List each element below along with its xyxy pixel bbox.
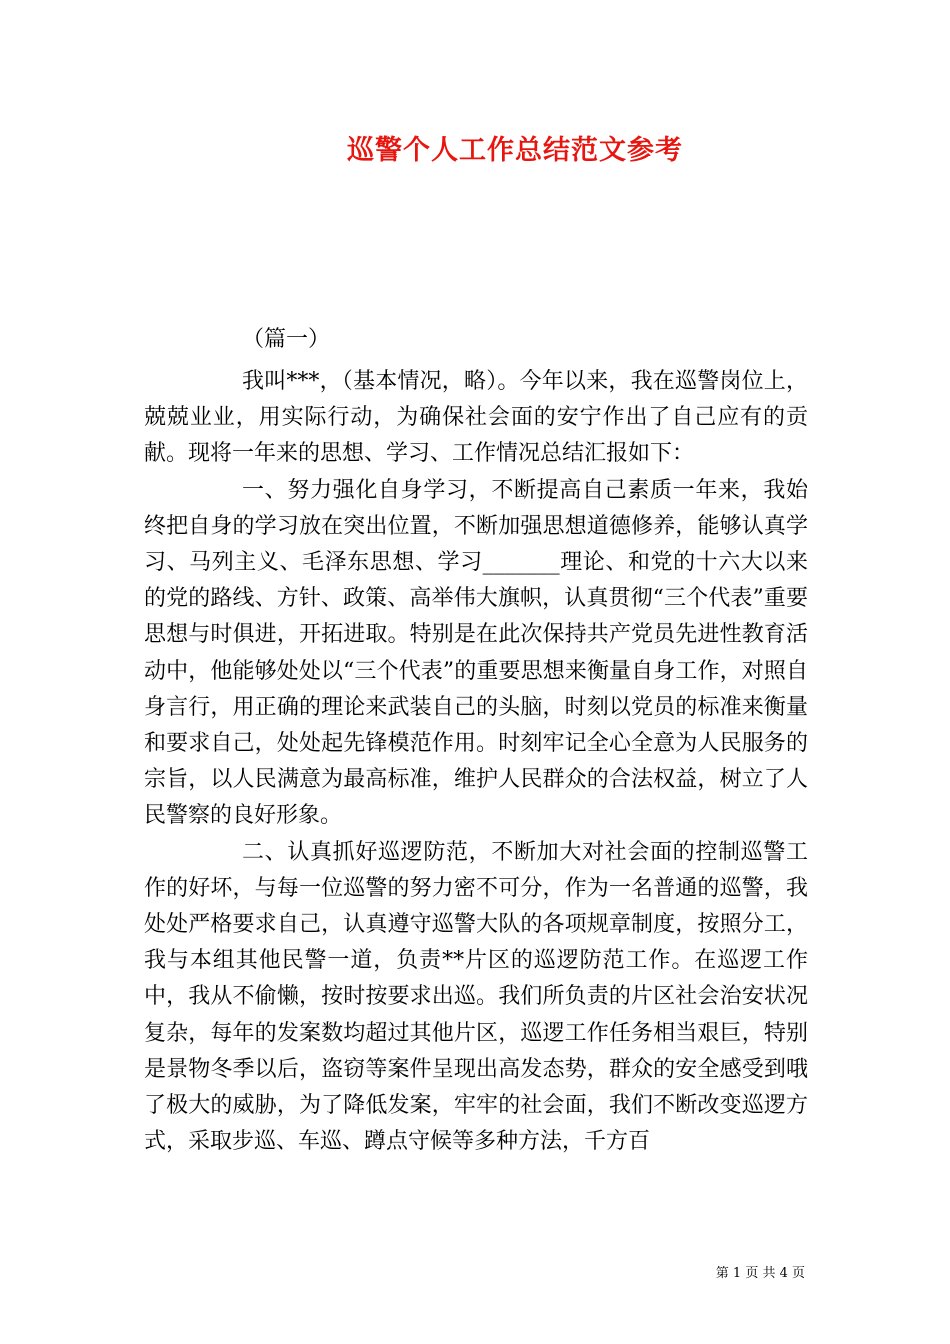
paragraph-study: 一、努力强化自身学习，不断提高自己素质一年来，我始终把自身的学习放在突出位置，不断加强思想道德修养，能够认真学习、马列主义、毛泽东思想、学习_______理论、和党的十六大以来的党的路线、方针、政策、高举伟大旗帜，认真贯彻“三个代表”重要思想与时俱进，开拓进取。特别是在此次保持共产党员先进性教育活动中，他能够处处以“三个代表”的重要思想来衡量自身工作，对照自身言行，用正确的理论来武装自己的头脑，时刻以党员的标准来衡量和要求自己，处处起先锋模范作用。时刻牢记全心全意为人民服务的宗旨，以人民满意为最高标准，维护人民群众的合法权益，树立了人民警察的良好形象。	[144, 477, 808, 829]
page-footer: 第 1 页 共 4 页	[715, 1266, 805, 1281]
paragraph-patrol: 二、认真抓好巡逻防范，不断加大对社会面的控制巡警工作的好坏，与每一位巡警的努力密不可分，作为一名普通的巡警，我处处严格要求自己，认真遵守巡警大队的各项规章制度，按照分工，我与本组其他民警一道，负责**片区的巡逻防范工作。在巡逻工作中，我从不偷懒，按时按要求出巡。我们所负责的片区社会治安状况复杂，每年的发案数均超过其他片区，巡逻工作任务相当艰巨，特别是景物冬季以后，盗窃等案件呈现出高发态势，群众的安全感受到哦了极大的威胁，为了降低发案，牢牢的社会面，我们不断改变巡逻方式，采取步巡、车巡、蹲点守候等多种方法，千方百	[144, 839, 808, 1155]
paragraph-intro: 我叫***，（基本情况，略）。今年以来，我在巡警岗位上，兢兢业业，用实际行动，为确保社会面的安宁作出了自己应有的贡献。现将一年来的思想、学习、工作情况总结汇报如下：	[144, 369, 808, 467]
document-body	[144, 322, 808, 1160]
document-title: 巡警个人工作总结范文参考	[347, 135, 683, 166]
section-label: （篇一）	[242, 327, 331, 352]
